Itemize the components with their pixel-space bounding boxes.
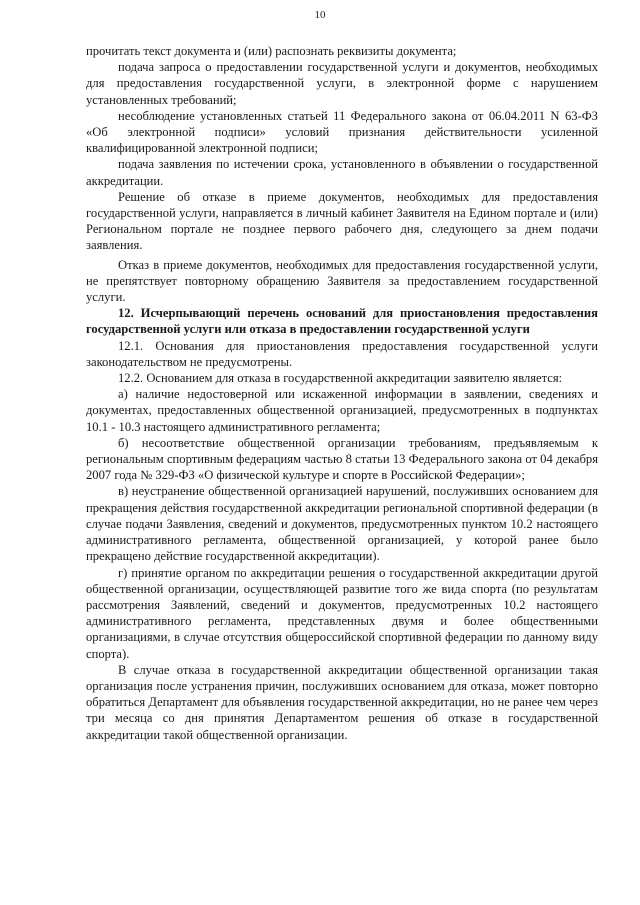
list-item: б) несоответствие общественной организации требованиям, предъявляемым к региональным спортивным федерациям частью 8 статьи 13 Федерального закона от 04 декабря 2007 года № 329-ФЗ «О физической культуре и спорте в Российской Федерации»; — [86, 435, 598, 483]
document-body — [86, 43, 598, 743]
list-item: г) принятие органом по аккредитации решения о государственной аккредитации другой общественной организации, осуществляющей развитие того же вида спорта (по результатам рассмотрения Заявлений, сведений и документов, предусмотренных 10.2 настоящего административного регламента, представленных двумя и более общественными организациями, в случае отсутствия общероссийской спортивной федерации по данному виду спорта). — [86, 565, 598, 661]
list-item: в) неустранение общественной организацией нарушений, послуживших основанием для прекращения действия государственной аккредитации региональной спортивной федерации (в случае подачи Заявления, сведений и документов, предусмотренных пунктом 10.2 настоящего административного регламента, общественной организацией, у которой ранее было прекращено действие государственной аккредитации). — [86, 484, 598, 564]
page-number: 10 — [314, 9, 326, 21]
paragraph: 12.1. Основания для приостановления предоставления государственной услуги законодательством не предусмотрены. — [86, 338, 598, 369]
paragraph: Решение об отказе в приеме документов, необходимых для предоставления государственной услуги, направляется в личный кабинет Заявителя на Едином портале и (или) Региональном портале не позднее первого рабочего дня, следующего за днем подачи заявления. — [86, 189, 598, 253]
paragraph: несоблюдение установленных статьей 11 Федерального закона от 06.04.2011 N 63-ФЗ «Об электронной подписи» условий признания действительности усиленной квалифицированной электронной подписи; — [86, 108, 598, 156]
paragraph: подача запроса о предоставлении государственной услуги и документов, необходимых для предоставления государственной услуги, в электронной форме с нарушением установленных требований; — [86, 60, 598, 107]
paragraph: прочитать текст документа и (или) распознать реквизиты документа; — [86, 44, 457, 58]
list-item: а) наличие недостоверной или искаженной информации в заявлении, сведениях и документах, предоставленных общественной организацией, предусмотренных в подпунктах 10.1 - 10.3 настоящего административного регламента; — [86, 387, 598, 434]
paragraph: 12.2. Основанием для отказа в государственной аккредитации заявителю является: — [118, 371, 563, 386]
paragraph: В случае отказа в государственной аккредитации общественной организации такая организация после устранения причин, послуживших основанием для отказа, может повторно обратиться Департамент для объявления государственной аккредитации, но не ранее чем через три месяца со дня принятия Департаментом решения об отказе в государственной аккредитации такой общественной организации. — [86, 662, 598, 742]
paragraph: Отказ в приеме документов, необходимых для предоставления государственной услуги, не препятствует повторному обращению Заявителя за предоставлением государственной услуги. — [86, 257, 598, 305]
section-heading: 12. Исчерпывающий перечень оснований для приостановления предоставления государственной услуги или отказа в предоставлении государственной услуги — [86, 306, 598, 337]
paragraph: подача заявления по истечении срока, установленного в объявлении о государственной аккредитации. — [86, 157, 598, 188]
